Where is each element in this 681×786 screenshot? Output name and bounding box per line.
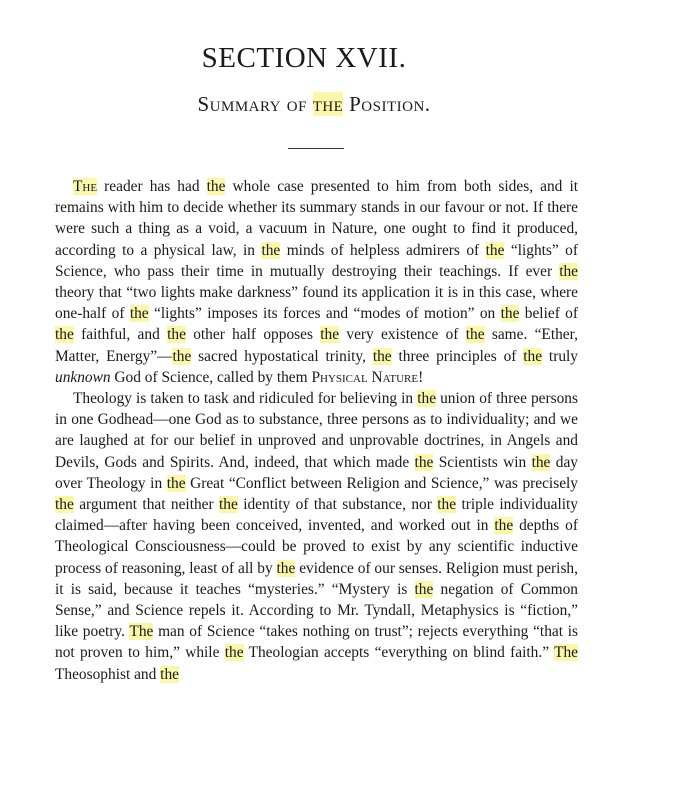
text-segment: theory that “two lights make darkness” found its application it is in this case, where one-half of xyxy=(55,284,578,323)
highlighted-word: the xyxy=(129,305,149,323)
text-segment: reader has had xyxy=(97,178,207,195)
highlighted-word: the xyxy=(494,517,514,535)
text-segment: depths of Theological Consciousness—could be proved to exist by any scientific inductive process of reasoning, least of all by xyxy=(55,517,578,577)
text-segment: man of Science “takes nothing on trust”; rejects everything “that is not proven to him,” while xyxy=(55,623,578,662)
highlighted-word: the xyxy=(437,496,457,514)
highlighted-word: the xyxy=(523,347,543,365)
body-text xyxy=(55,176,578,685)
highlighted-word: the xyxy=(531,453,551,471)
highlighted-word: the xyxy=(559,262,578,280)
text-segment: minds of helpless admirers of xyxy=(280,241,486,259)
highlighted-word: the xyxy=(372,347,392,365)
paragraph xyxy=(55,388,578,685)
text-segment: whole case presented to him from both sides, and it remains with him to decide whether its summary stands in our favour or not. If there were such a thing as a void, a vacuum in Nature, one ought to find it produced, according to a physical law, in xyxy=(55,178,578,259)
text-segment: very existence of xyxy=(339,326,466,344)
text-segment: evidence of our senses. Religion must perish, it is said, because it teaches “mysteries.” “Mystery is xyxy=(55,559,578,598)
text-segment: same. “Ether, Matter, Energy”— xyxy=(55,326,578,365)
highlighted-word: The xyxy=(554,644,579,662)
text-segment: three principles of xyxy=(391,347,524,365)
text-segment: Great “Conflict between Religion and Science,” was precisely xyxy=(185,474,578,492)
text-segment: God of Science, called by them xyxy=(110,368,312,386)
section-title: SECTION XVII. xyxy=(201,42,407,74)
text-segment: ! xyxy=(418,368,424,386)
highlighted-word: the xyxy=(166,474,186,492)
highlighted-word: the xyxy=(414,453,434,471)
highlighted-word: The xyxy=(129,623,154,641)
highlighted-word: the xyxy=(206,178,226,195)
text-segment: Physical Nature xyxy=(311,368,419,386)
highlighted-word: the xyxy=(276,559,296,577)
highlighted-word: the xyxy=(261,241,281,259)
text-segment: argument that neither xyxy=(73,496,220,514)
highlighted-word: the xyxy=(500,305,520,323)
text-segment: day over Theology in xyxy=(55,453,578,492)
text-segment: unknown xyxy=(55,368,111,386)
subtitle-highlight: the xyxy=(312,92,344,116)
highlighted-word: the xyxy=(167,326,186,344)
highlighted-word: The xyxy=(73,178,98,195)
text-segment: sacred hypostatical trinity, xyxy=(191,347,373,365)
paragraph xyxy=(55,176,578,388)
text-segment: Theology is taken to task and ridiculed for believing in xyxy=(73,390,418,408)
highlighted-word: the xyxy=(55,496,74,514)
text-segment: other half opposes xyxy=(185,326,321,344)
highlighted-word: the xyxy=(320,326,340,344)
text-segment: “lights” of Science, who pass their time in mutually destroying their teachings. If ever xyxy=(55,241,578,280)
text-segment: negation of Common Sense,” and Science repels it. According to Mr. Tyndall, Metaphysics is “fiction,” like poetry. xyxy=(55,580,578,641)
text-segment: triple individuality claimed—after having been conceived, invented, and worked out in xyxy=(55,496,578,535)
title-divider xyxy=(288,148,344,149)
highlighted-word: the xyxy=(224,644,244,662)
text-segment: “lights” imposes its forces and “modes of motion” on xyxy=(148,305,501,323)
highlighted-word: the xyxy=(485,241,505,259)
highlighted-word: the xyxy=(219,496,238,514)
subtitle-pre: Summary of xyxy=(197,92,313,116)
highlighted-word: the xyxy=(414,580,434,598)
text-segment: union of three persons in one Godhead—one God as to substance, three persons as to individuality; and we are laughed at for our belief in unproved and unprovable doctrines, in Angels and Devils, Gods and Spirits. And, indeed, that which made xyxy=(55,390,578,471)
text-segment: Theosophist and xyxy=(55,665,161,683)
section-subtitle xyxy=(0,92,628,117)
highlighted-word: the xyxy=(465,326,485,344)
text-segment: identity of that substance, nor xyxy=(237,496,438,514)
highlighted-word: the xyxy=(172,347,192,365)
text-segment: Theologian accepts “everything on blind faith.” xyxy=(243,644,555,662)
highlighted-word: the xyxy=(55,326,74,344)
text-segment: Scientists win xyxy=(433,453,532,471)
text-segment: belief of xyxy=(519,305,578,323)
text-segment: faithful, and xyxy=(73,326,168,344)
subtitle-post: Position. xyxy=(343,92,431,116)
text-segment: truly xyxy=(542,347,578,365)
highlighted-word: the xyxy=(417,390,437,408)
highlighted-word: the xyxy=(160,665,179,683)
